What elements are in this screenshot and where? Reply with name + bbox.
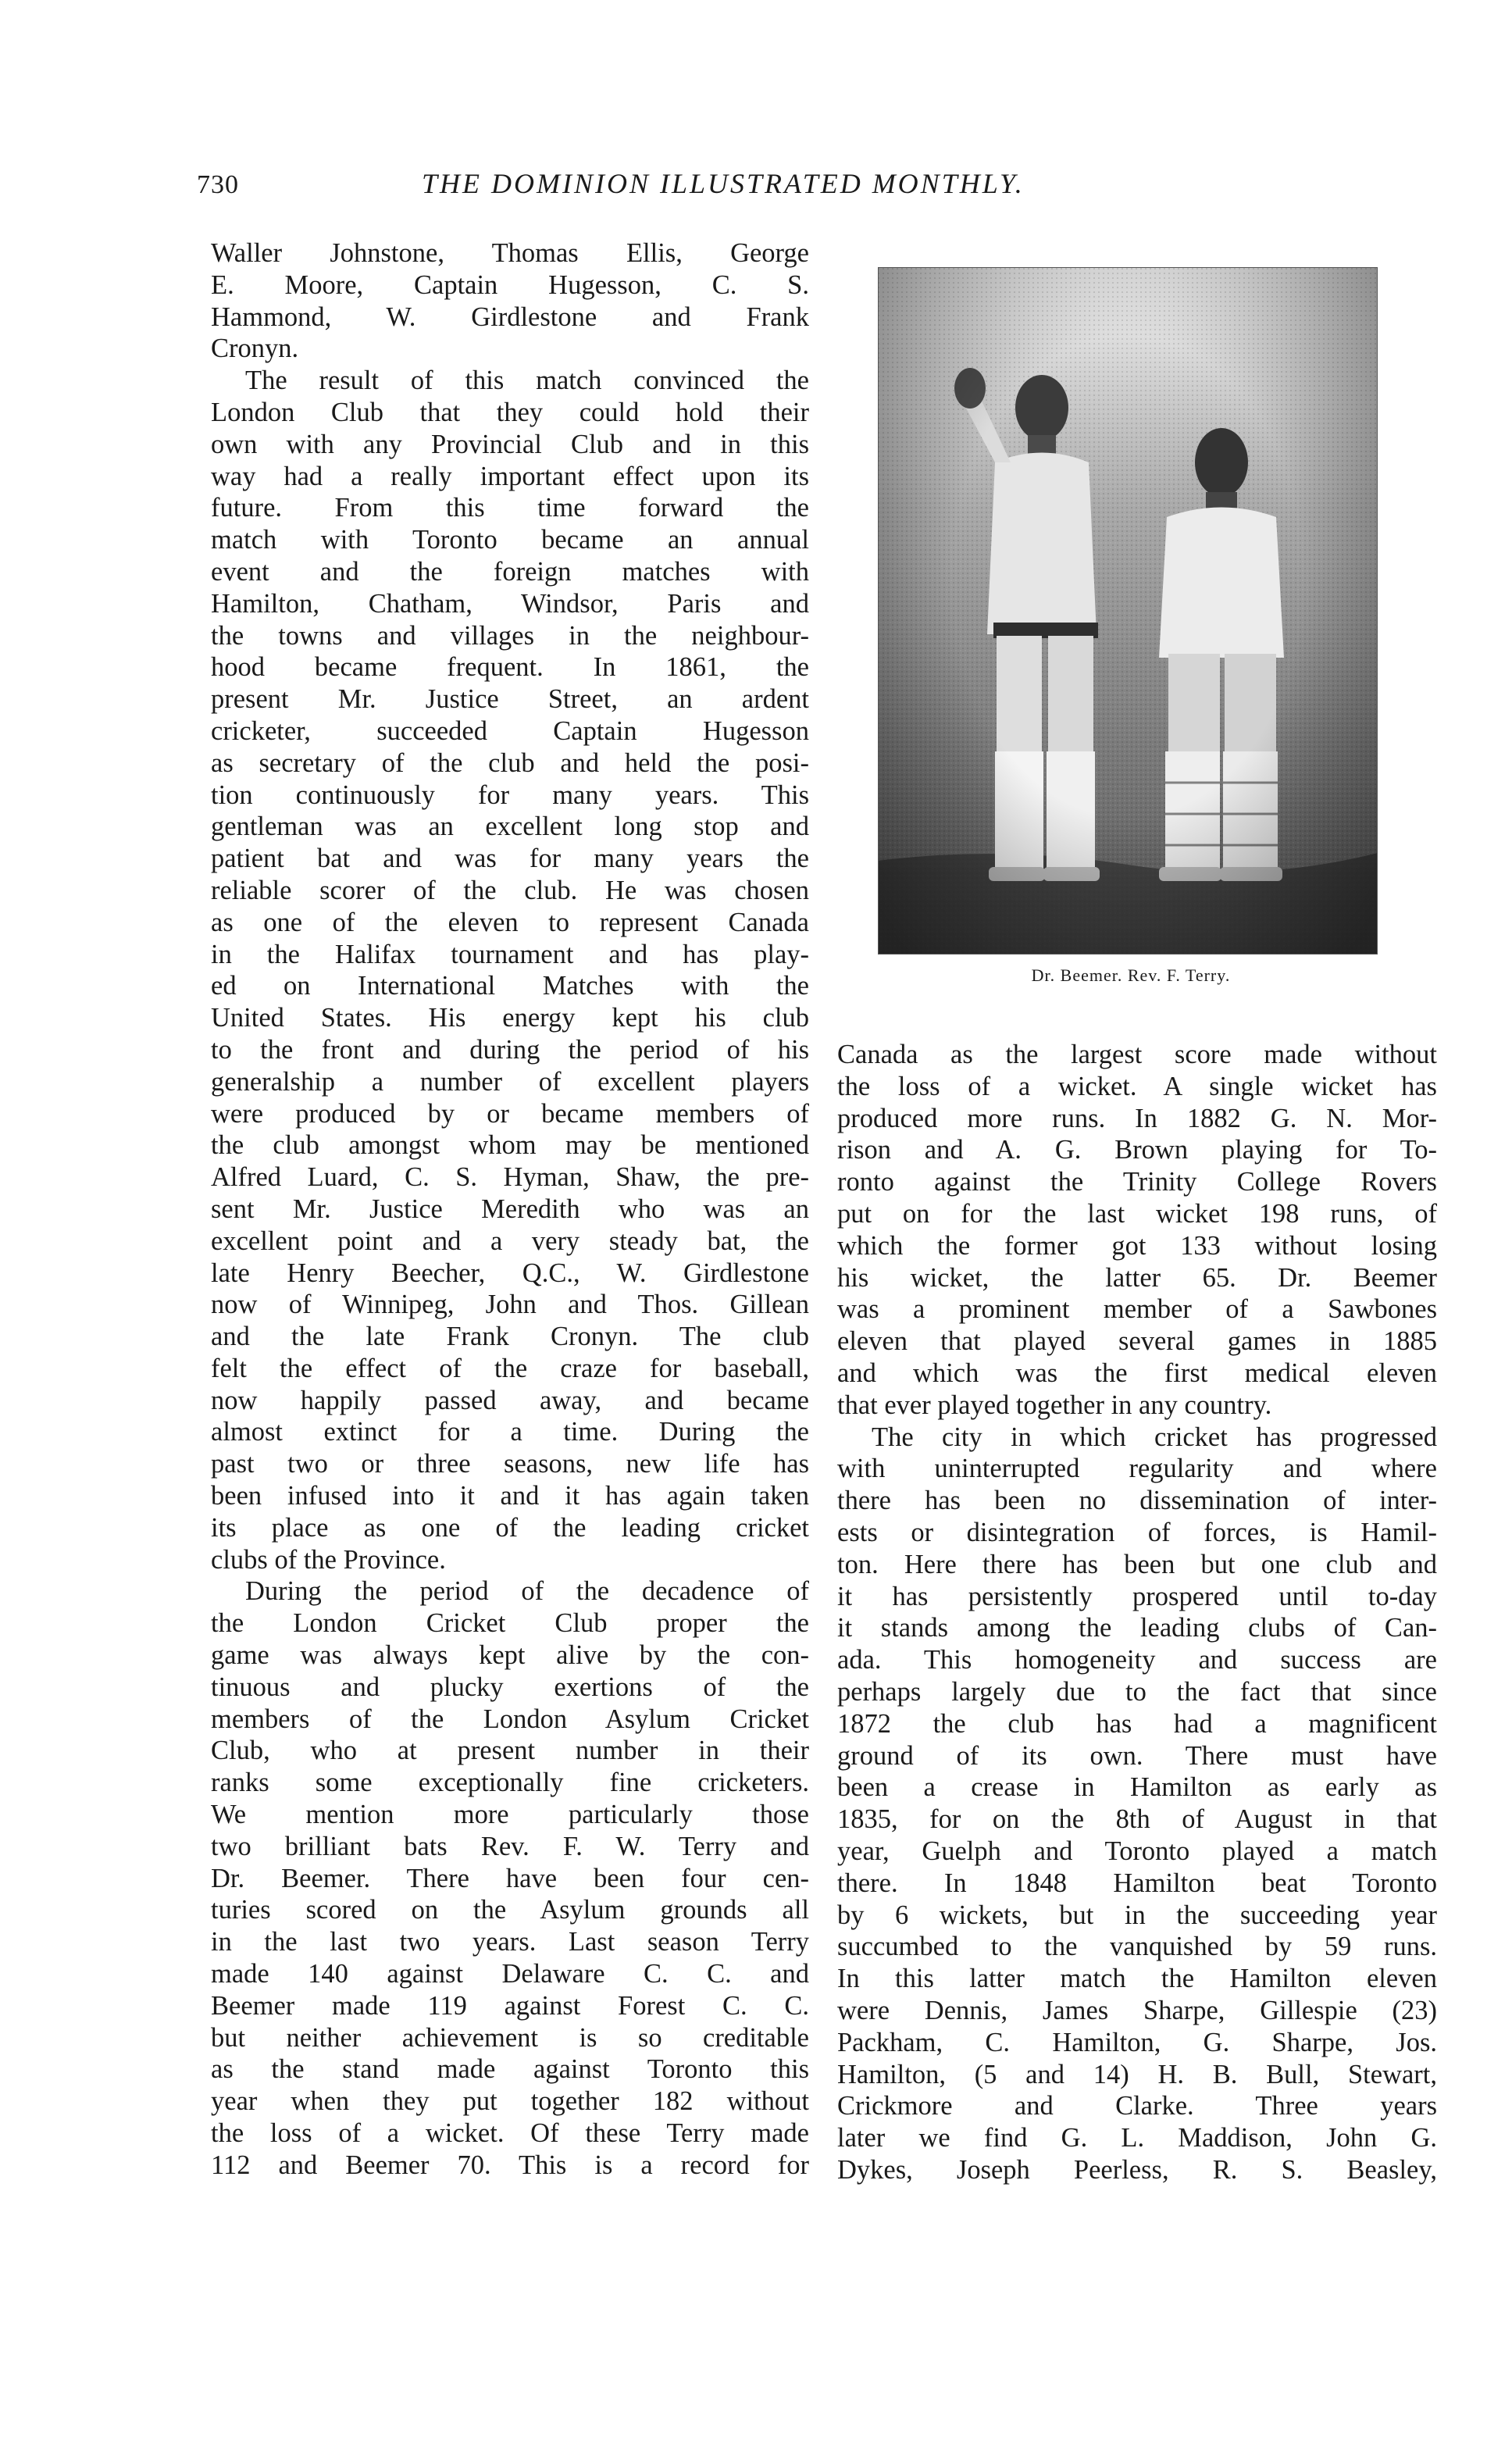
text-line: there. In 1848 Hamilton beat Toronto [837,1868,1437,1898]
text-line: almost extinct for a time. During the [211,1417,809,1447]
text-line: by 6 wickets, but in the succeeding year [837,1900,1437,1930]
text-line: members of the London Asylum Cricket [211,1704,809,1734]
text-line: now of Winnipeg, John and Thos. Gillean [211,1290,809,1320]
text-line: been infused into it and it has again taken [211,1481,809,1511]
text-line: United States. His energy kept his club [211,1003,809,1033]
text-line: his wicket, the latter 65. Dr. Beemer [837,1262,1437,1293]
text-line: In this latter match the Hamilton eleven [837,1964,1437,1994]
text-line: late Henry Beecher, Q.C., W. Girdlestone [211,1258,809,1288]
text-line: The city in which cricket has progressed [872,1422,1437,1452]
text-line: ranks some exceptionally fine cricketers. [211,1768,809,1798]
text-line: 112 and Beemer 70. This is a record for [211,2150,809,2180]
text-line: present Mr. Justice Street, an ardent [211,684,809,715]
text-line: later we find G. L. Maddison, John G. [837,2123,1437,2153]
text-line: now happily passed away, and became [211,1385,809,1415]
text-line: year when they put together 182 without [211,2086,809,2117]
text-line: cricketer, succeeded Captain Hugesson [211,715,809,746]
text-line: event and the foreign matches with [211,556,809,587]
text-line: reliable scorer of the club. He was chosen [211,875,809,905]
photograph-icon [878,267,1378,954]
right-column [837,1039,1437,2186]
text-line: were Dennis, James Sharpe, Gillespie (23) [837,1995,1437,2025]
text-line: Crickmore and Clarke. Three years [837,2091,1437,2121]
text-line: and which was the first medical eleven [837,1358,1437,1388]
text-line: rison and A. G. Brown playing for To- [837,1135,1437,1165]
text-line: ton. Here there has been but one club and [837,1549,1437,1579]
text-line: gentleman was an excellent long stop and [211,812,809,842]
text-line: future. From this time forward the [211,493,809,523]
figure [878,267,1378,954]
page-number: 730 [197,170,239,199]
text-line: was a prominent member of a Sawbones [837,1294,1437,1325]
text-line: Hamilton, Chatham, Windsor, Paris and [211,588,809,619]
text-line: patient bat and was for many years the [211,844,809,874]
text-line: ed on International Matches with the [211,971,809,1001]
text-line: succumbed to the vanquished by 59 runs. [837,1932,1437,1962]
text-line: as secretary of the club and held the posi- [211,748,809,778]
text-line: as the stand made against Toronto this [211,2054,809,2085]
text-line: it stands among the leading clubs of Can- [837,1613,1437,1643]
text-line: its place as one of the leading cricket [211,1512,809,1543]
text-line: Canada as the largest score made without [837,1040,1437,1069]
text-line: as one of the eleven to represent Canada [211,907,809,937]
text-line: hood became frequent. In 1861, the [211,652,809,683]
text-line: sent Mr. Justice Meredith who was an [211,1194,809,1224]
text-line: match with Toronto became an annual [211,525,809,555]
text-line: Dykes, Joseph Peerless, R. S. Beasley, [837,2154,1437,2185]
text-line: The result of this match convinced the [245,366,809,396]
text-line: felt the effect of the craze for baseball, [211,1353,809,1383]
text-line: Beemer made 119 against Forest C. C. [211,1990,809,2021]
text-line: were produced by or became members of [211,1098,809,1129]
text-line: ada. This homogeneity and success are [837,1645,1437,1675]
text-line: Packham, C. Hamilton, G. Sharpe, Jos. [837,2027,1437,2057]
text-line: produced more runs. In 1882 G. N. Mor- [837,1103,1437,1133]
text-line: clubs of the Province. [211,1544,446,1575]
text-line: Dr. Beemer. There have been four cen- [211,1863,809,1893]
text-line: but neither achievement is so creditable [211,2022,809,2053]
text-line: year, Guelph and Toronto played a match [837,1836,1437,1866]
text-line: 1835, for on the 8th of August in that [837,1804,1437,1835]
text-line: excellent point and a very steady bat, the [211,1226,809,1256]
text-line: Waller Johnstone, Thomas Ellis, George [211,238,809,268]
text-line: to the front and during the period of his [211,1034,809,1065]
text-line: that ever played together in any country. [837,1390,1272,1420]
text-line: the London Cricket Club proper the [211,1608,809,1639]
text-line: game was always kept alive by the con- [211,1640,809,1671]
text-line: been a crease in Hamilton as early as [837,1772,1437,1803]
text-line: tion continuously for many years. This [211,780,809,810]
running-title: THE DOMINION ILLUSTRATED MONTHLY. [422,168,1025,199]
text-line: Cronyn. [211,334,299,364]
text-line: past two or three seasons, new life has [211,1449,809,1479]
text-line: way had a really important effect upon its [211,461,809,491]
text-line: which the former got 133 without losing [837,1230,1437,1261]
text-line: put on for the last wicket 198 runs, of [837,1198,1437,1229]
text-line: two brilliant bats Rev. F. W. Terry and [211,1831,809,1861]
text-line: the club amongst whom may be mentioned [211,1130,809,1161]
text-line: own with any Provincial Club and in this [211,429,809,459]
text-line: ests or disintegration of forces, is Hamil- [837,1517,1437,1547]
text-line: there has been no dissemination of inter- [837,1486,1437,1516]
text-line: eleven that played several games in 1885 [837,1326,1437,1357]
text-line: 1872 the club has had a magnificent [837,1708,1437,1739]
text-line: made 140 against Delaware C. C. and [211,1959,809,1989]
text-line: London Club that they could hold their [211,397,809,427]
text-line: ronto against the Trinity College Rovers [837,1167,1437,1197]
text-line: Hammond, W. Girdlestone and Frank [211,302,809,332]
text-line: Alfred Luard, C. S. Hyman, Shaw, the pre- [211,1162,809,1193]
text-line: the loss of a wicket. A single wicket has [837,1071,1437,1101]
text-line: During the period of the decadence of [245,1576,809,1607]
text-line: Club, who at present number in their [211,1736,809,1766]
text-line: Hamilton, (5 and 14) H. B. Bull, Stewart, [837,2059,1437,2089]
text-line: it has persistently prospered until to-day [837,1581,1437,1611]
text-line: tinuous and plucky exertions of the [211,1672,809,1702]
text-line: the loss of a wicket. Of these Terry made [211,2118,809,2149]
text-line: the towns and villages in the neighbour- [211,620,809,651]
text-line: with uninterrupted regularity and where [837,1454,1437,1484]
text-line: turies scored on the Asylum grounds all [211,1895,809,1925]
text-line: We mention more particularly those [211,1800,809,1830]
text-line: in the Halifax tournament and has play- [211,939,809,969]
text-line: E. Moore, Captain Hugesson, C. S. [211,269,809,300]
text-line: perhaps largely due to the fact that since [837,1676,1437,1707]
text-line: in the last two years. Last season Terry [211,1927,809,1957]
text-line: generalship a number of excellent players [211,1066,809,1097]
left-column [211,237,809,2182]
text-line: ground of its own. There must have [837,1740,1437,1771]
figure-caption: Dr. Beemer. Rev. F. Terry. [1031,965,1231,985]
text-line: and the late Frank Cronyn. The club [211,1322,809,1352]
